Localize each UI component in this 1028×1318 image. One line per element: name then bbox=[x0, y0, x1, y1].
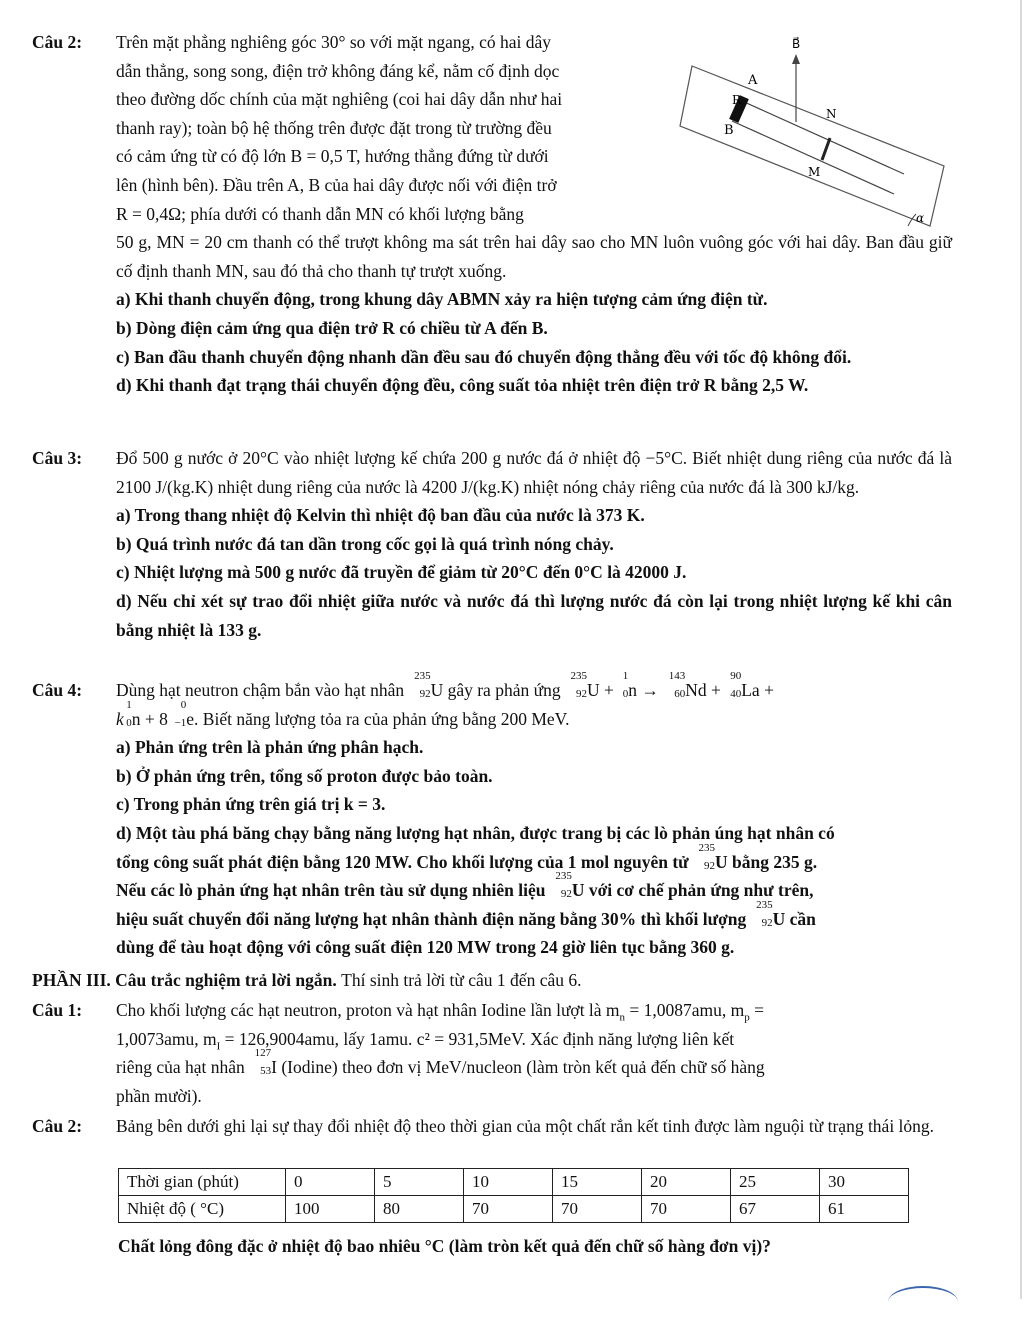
table-cell: 20 bbox=[642, 1169, 731, 1196]
table-cell: 5 bbox=[375, 1169, 464, 1196]
question-text: Đổ 500 g nước ở 20°C vào nhiệt lượng kế chứa 200 g nước đá ở nhiệt độ −5°C. Biết nhiệt dung riêng của nước đá là 2100 J/(kg.K) nhiệt dung riêng của nước là 4200 J/(kg.K) nhiệt nóng chảy riêng của nước đá là 300 kJ/kg. bbox=[116, 448, 952, 497]
label-m: M bbox=[808, 165, 821, 179]
option-d: d) Một tàu phá băng chạy bằng năng lượng hạt nhân, được trang bị các lò phản úng hạt nhân có tổng công suất phát điện bằng 120 MW. Cho khối lượng của 1 mol nguyên tử 235 92 U bằng 235 g. Nếu các lò phản ứng hạt nhân trên tàu sử dụng nhiên liệu 235 92 U với cơ chế phản ứng như trên, hiệu suất chuyển đổi năng lượng hạt nhân thành điện năng bằng 30% thì khối lượng 235 92 U cần dùng để tàu hoạt động với công suất điện 120 MW trong 24 giờ liên tục bằng 360 g. bbox=[116, 822, 835, 958]
text-line: thanh ray); toàn bộ hệ thống trên được đặt trong từ trường đều bbox=[116, 117, 552, 138]
label-alpha: α bbox=[916, 211, 925, 225]
table-row bbox=[119, 1169, 909, 1196]
page-edge-rule bbox=[1020, 0, 1022, 1299]
b-field-arrowhead bbox=[792, 54, 800, 64]
text-line: lên (hình bên). Đầu trên A, B của hai dây được nối với điện trở bbox=[116, 174, 557, 195]
option-a: a) Khi thanh chuyển động, trong khung dây ABMN xảy ra hiện tượng cảm ứng điện từ. bbox=[116, 289, 768, 310]
option-a: a) Phản ứng trên là phản ứng phân hạch. bbox=[116, 737, 424, 758]
temperature-table bbox=[118, 1168, 909, 1223]
text-line: dẫn thẳng, song song, điện trở không đáng kể, nằm cố định dọc bbox=[116, 60, 560, 81]
table-cell: 0 bbox=[286, 1169, 375, 1196]
question-text: Cho khối lượng các hạt neutron, proton và hạt nhân Iodine lần lượt là $m_n = 1,0087amu$, $m_p$ = 1,0073amu, $m_I = 126,9004amu$, lấy 1amu. c² = 931,5MeV. Xác định năng lượng liên kết riêng của hạt nhân 127 53 I (Iodine) theo đơn vị MeV/nucleon (làm tròn kết quả đến chữ số hàng phần mười). bbox=[116, 1000, 765, 1106]
question-text-continued: 50 g, MN = 20 cm thanh có thể trượt không ma sát trên hai dây sao cho MN luôn vuông góc với hai dây. Ban đầu giữ cố định thanh MN, sau đó thả cho thanh tự trượt xuống. bbox=[116, 232, 952, 281]
question-text: Bảng bên dưới ghi lại sự thay đổi nhiệt độ theo thời gian của một chất rắn kết tinh được làm nguội từ trạng thái lỏng. bbox=[116, 1116, 935, 1136]
text-line: theo đường dốc chính của mặt nghiêng (coi hai dây dẫn như hai bbox=[116, 89, 563, 110]
option-b: b) Dòng điện cảm ứng qua điện trở R có chiều từ A đến B. bbox=[116, 317, 548, 338]
part3-question-1 bbox=[32, 996, 952, 1110]
text-line: R = 0,4Ω; phía dưới có thanh dẫn MN có khối lượng bằng bbox=[116, 203, 524, 224]
label-n: N bbox=[826, 107, 837, 121]
question-text: Dùng hạt neutron chậm bắn vào hạt nhân 235 92 U gây ra phản ứng 235 92 U + 1 0 n → 143 60 Nd + 90 40 La + k 1 0 n + 8 0 −1 e. Biết năng lượng tỏa ra của phản ứng bằng 200 MeV. bbox=[116, 670, 774, 729]
question-text-wrapped bbox=[116, 28, 676, 228]
label-a: A bbox=[748, 73, 758, 88]
table-cell: 67 bbox=[731, 1196, 820, 1223]
part-3-heading: PHẦN III. Câu trắc nghiệm trả lời ngắn. Thí sinh trả lời từ câu 1 đến câu 6. bbox=[32, 970, 582, 990]
option-c: c) Trong phản ứng trên giá trị k = 3. bbox=[116, 794, 386, 815]
question-number: Câu 2: bbox=[32, 32, 83, 52]
text-line: có cảm ứng từ có độ lớn B = 0,5 T, hướng thẳng đứng từ dưới bbox=[116, 146, 549, 167]
rod-mn bbox=[822, 138, 830, 160]
question-number: Câu 2: bbox=[32, 1116, 83, 1136]
question-number: Câu 3: bbox=[32, 448, 83, 468]
part3-question-2 bbox=[32, 1112, 952, 1141]
question-4 bbox=[32, 670, 952, 962]
inclined-rails-figure bbox=[672, 26, 962, 238]
label-b: B bbox=[724, 123, 734, 138]
table-header-cell: Thời gian (phút) bbox=[119, 1169, 286, 1196]
table-cell: 80 bbox=[375, 1196, 464, 1223]
table-cell: 100 bbox=[286, 1196, 375, 1223]
option-d: d) Nếu chỉ xét sự trao đổi nhiệt giữa nước và nước đá thì lượng nước đá còn lại trong nhiệt lượng kế khi cân bằng nhiệt là 133 g. bbox=[116, 590, 952, 640]
table-cell: 15 bbox=[553, 1169, 642, 1196]
question-number: Câu 4: bbox=[32, 680, 83, 700]
inclined-plane bbox=[680, 66, 944, 226]
table-cell: 70 bbox=[642, 1196, 731, 1223]
table-header-cell: Nhiệt độ ( °C) bbox=[119, 1196, 286, 1223]
rail-bottom bbox=[732, 121, 894, 194]
b-field-label: B⃗ bbox=[792, 37, 801, 51]
option-c: c) Ban đầu thanh chuyển động nhanh dần đều sau đó chuyển động thẳng đều với tốc độ không đổi. bbox=[116, 346, 852, 367]
table-cell: 61 bbox=[820, 1196, 909, 1223]
table-cell: 70 bbox=[464, 1196, 553, 1223]
table-cell: 70 bbox=[553, 1196, 642, 1223]
table-cell: 30 bbox=[820, 1169, 909, 1196]
option-c: c) Nhiệt lượng mà 500 g nước đã truyền để giảm từ 20°C đến 0°C là 42000 J. bbox=[116, 562, 687, 583]
option-d: d) Khi thanh đạt trạng thái chuyển động đều, công suất tỏa nhiệt trên điện trở R bằng 2,5 W. bbox=[116, 375, 809, 396]
table-cell: 10 bbox=[464, 1169, 553, 1196]
table-caption: Chất lỏng đông đặc ở nhiệt độ bao nhiêu °C (làm tròn kết quả đến chữ số hàng đơn vị)? bbox=[118, 1236, 771, 1256]
decorative-arc bbox=[888, 1286, 958, 1318]
option-a: a) Trong thang nhiệt độ Kelvin thì nhiệt độ ban đầu của nước là 373 K. bbox=[116, 505, 645, 526]
table-cell: 25 bbox=[731, 1169, 820, 1196]
question-3 bbox=[32, 444, 952, 644]
text-line: Trên mặt phẳng nghiêng góc 30° so với mặt ngang, có hai dây bbox=[116, 32, 552, 52]
option-b: b) Quá trình nước đá tan dần trong cốc gọi là quá trình nóng chảy. bbox=[116, 533, 614, 554]
table-row bbox=[119, 1196, 909, 1223]
question-number: Câu 1: bbox=[32, 1000, 83, 1020]
rail-top bbox=[742, 101, 904, 174]
option-b: b) Ở phản ứng trên, tổng số proton được bảo toàn. bbox=[116, 765, 493, 786]
label-r: R bbox=[732, 93, 742, 107]
